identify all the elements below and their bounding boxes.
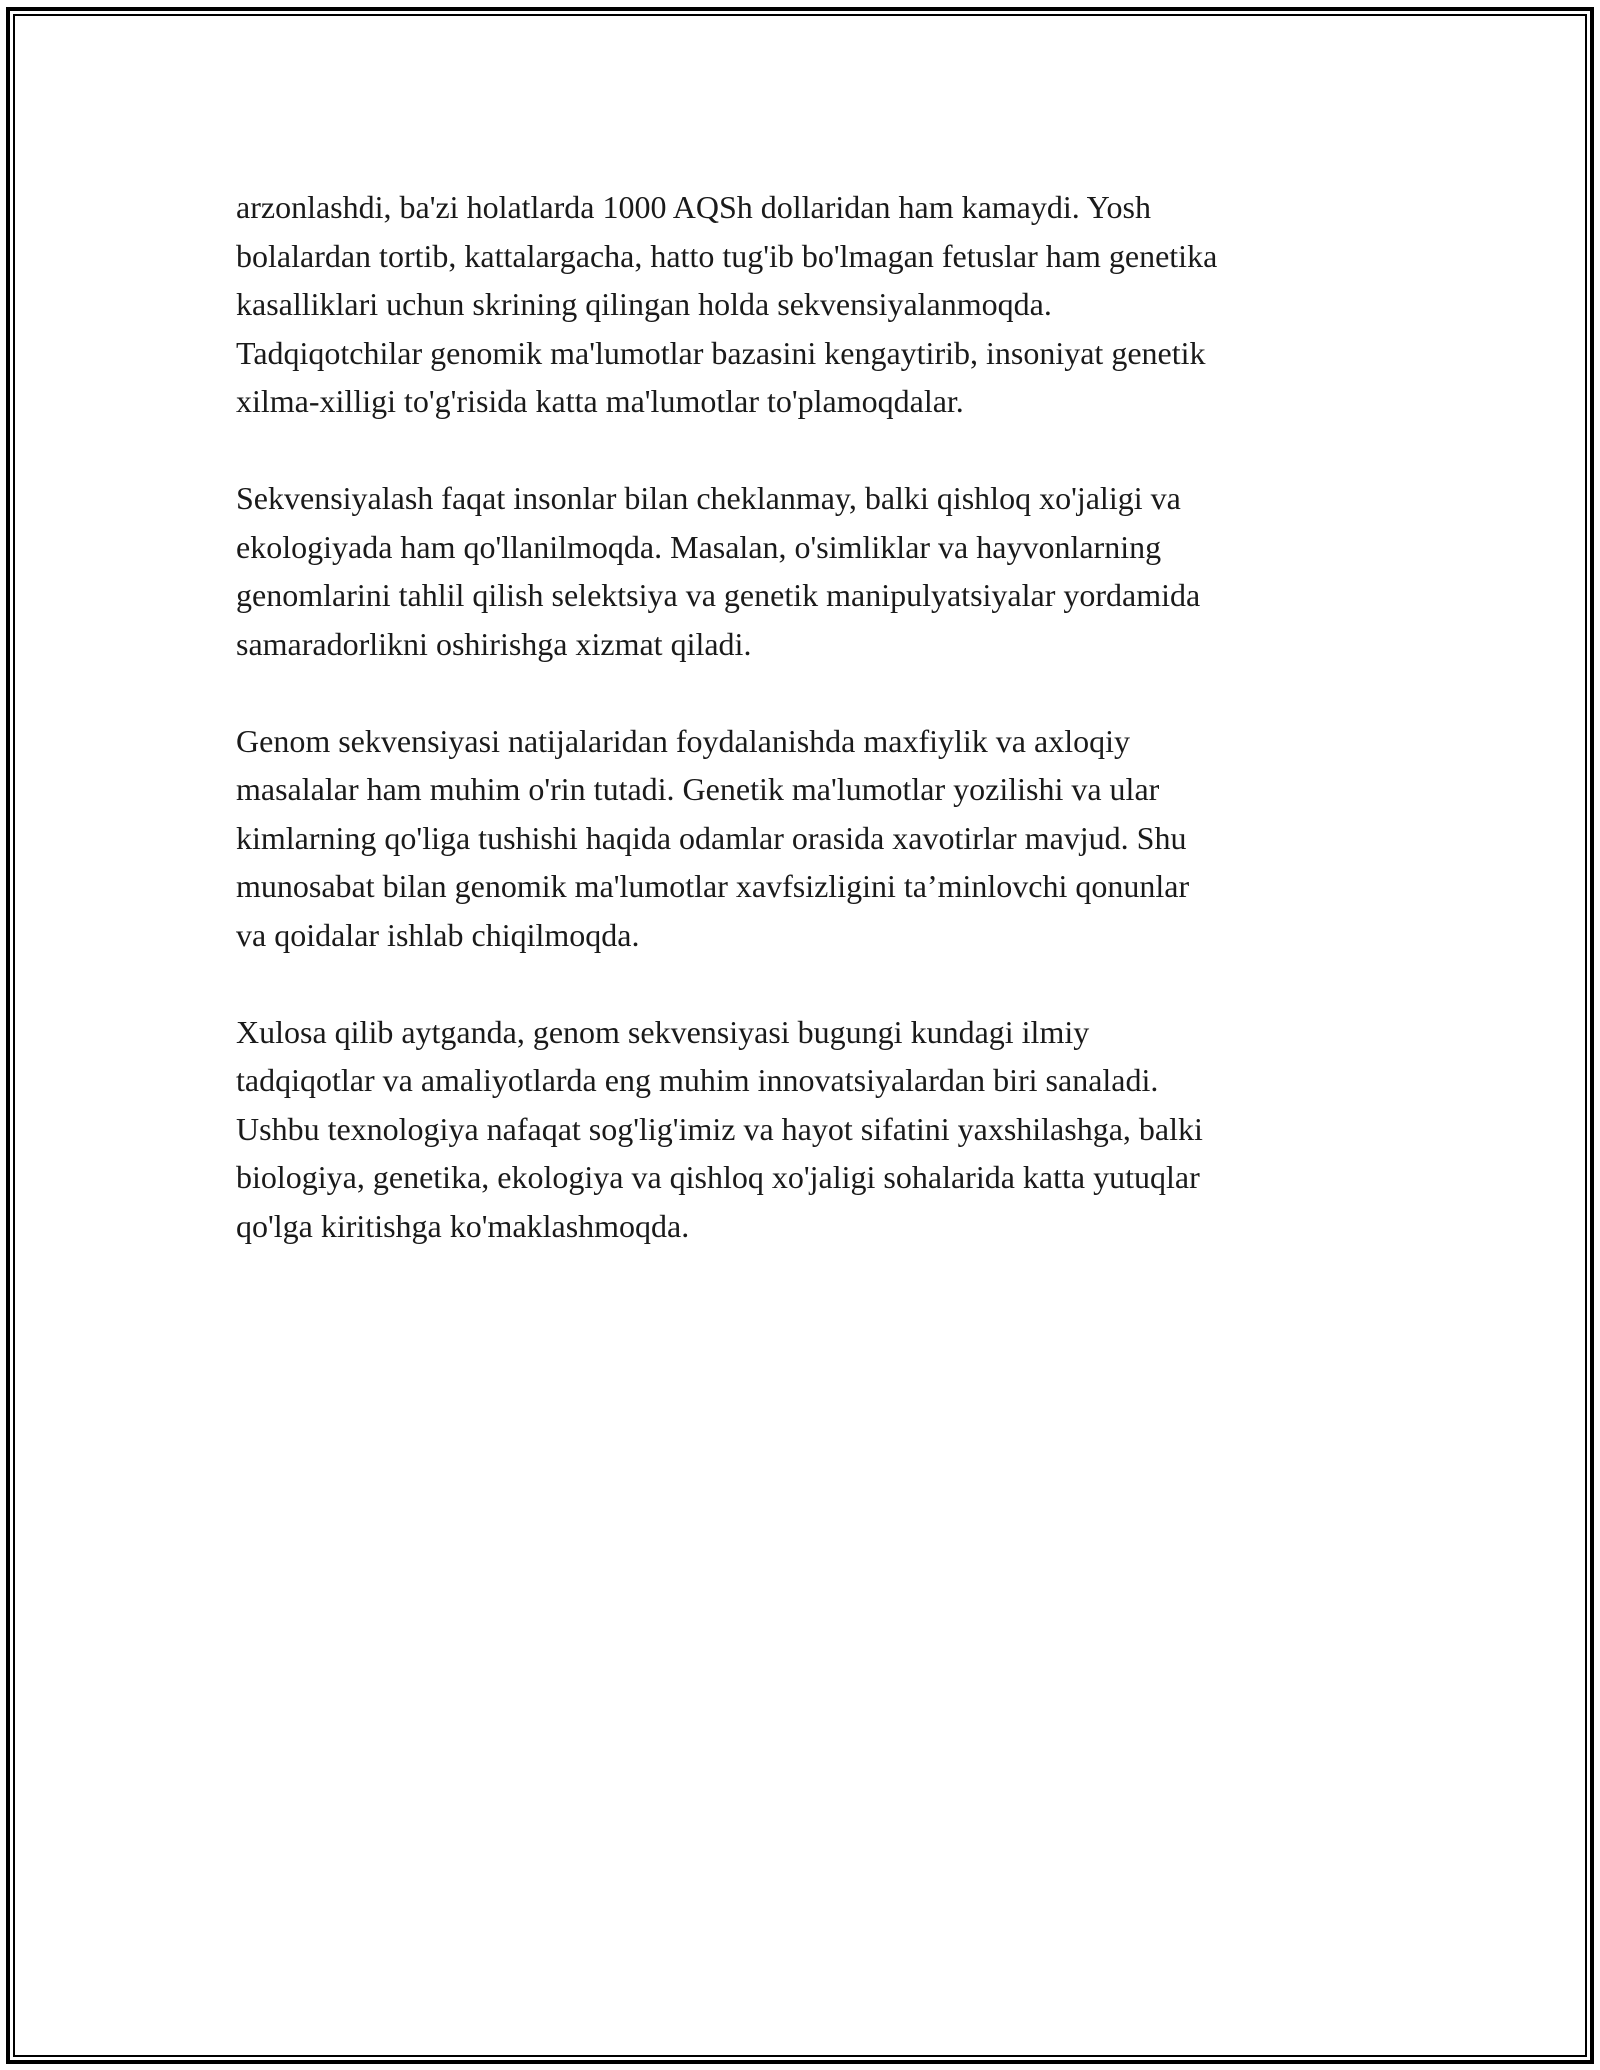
text-line: Ushbu texnologiya nafaqat sog'lig'imiz va hayot sifatini yaxshilashga, balki	[236, 1110, 1203, 1147]
text-line: Genom sekvensiyasi natijalaridan foydalanishda maxfiylik va axloqiy	[236, 722, 1130, 759]
text-line: bolalardan tortib, kattalargacha, hatto tug'ib bo'lmagan fetuslar ham genetika	[236, 237, 1218, 274]
text-line: va qoidalar ishlab chiqilmoqda.	[236, 916, 640, 953]
paragraph-3	[236, 717, 1376, 960]
text-line: Tadqiqotchilar genomik ma'lumotlar bazasini kengaytirib, insoniyat genetik	[236, 334, 1206, 371]
document-body	[236, 183, 1376, 1299]
text-line: Xulosa qilib aytganda, genom sekvensiyasi bugungi kundagi ilmiy	[236, 1013, 1090, 1050]
text-line: kimlarning qo'liga tushishi haqida odamlar orasida xavotirlar mavjud. Shu	[236, 819, 1187, 856]
text-line: samaradorlikni oshirishga xizmat qiladi.	[236, 625, 752, 662]
text-line: tadqiqotlar va amaliyotlarda eng muhim innovatsiyalardan biri sanaladi.	[236, 1062, 1159, 1098]
text-line: arzonlashdi, ba'zi holatlarda 1000 AQSh dollaridan ham kamaydi. Yosh	[236, 189, 1151, 225]
text-line: genomlarini tahlil qilish selektsiya va genetik manipulyatsiyalar yordamida	[236, 577, 1201, 613]
text-line: munosabat bilan genomik ma'lumotlar xavfsizligini ta’minlovchi qonunlar	[236, 868, 1190, 904]
text-line: masalalar ham muhim o'rin tutadi. Genetik ma'lumotlar yozilishi va ular	[236, 771, 1160, 807]
text-line: xilma-xilligi to'g'risida katta ma'lumotlar to'plamoqdalar.	[236, 383, 964, 419]
paragraph-4	[236, 1008, 1376, 1251]
paragraph-2	[236, 474, 1376, 668]
text-line: qo'lga kiritishga ko'maklashmoqda.	[236, 1207, 690, 1244]
paragraph-1	[236, 183, 1376, 426]
text-line: ekologiyada ham qo'llanilmoqda. Masalan, o'simliklar va hayvonlarning	[236, 528, 1162, 565]
text-line: kasalliklari uchun skrining qilingan holda sekvensiyalanmoqda.	[236, 286, 1052, 322]
text-line: Sekvensiyalash faqat insonlar bilan cheklanmay, balki qishloq xo'jaligi va	[236, 480, 1181, 516]
text-line: biologiya, genetika, ekologiya va qishloq xo'jaligi sohalarida katta yutuqlar	[236, 1159, 1200, 1195]
